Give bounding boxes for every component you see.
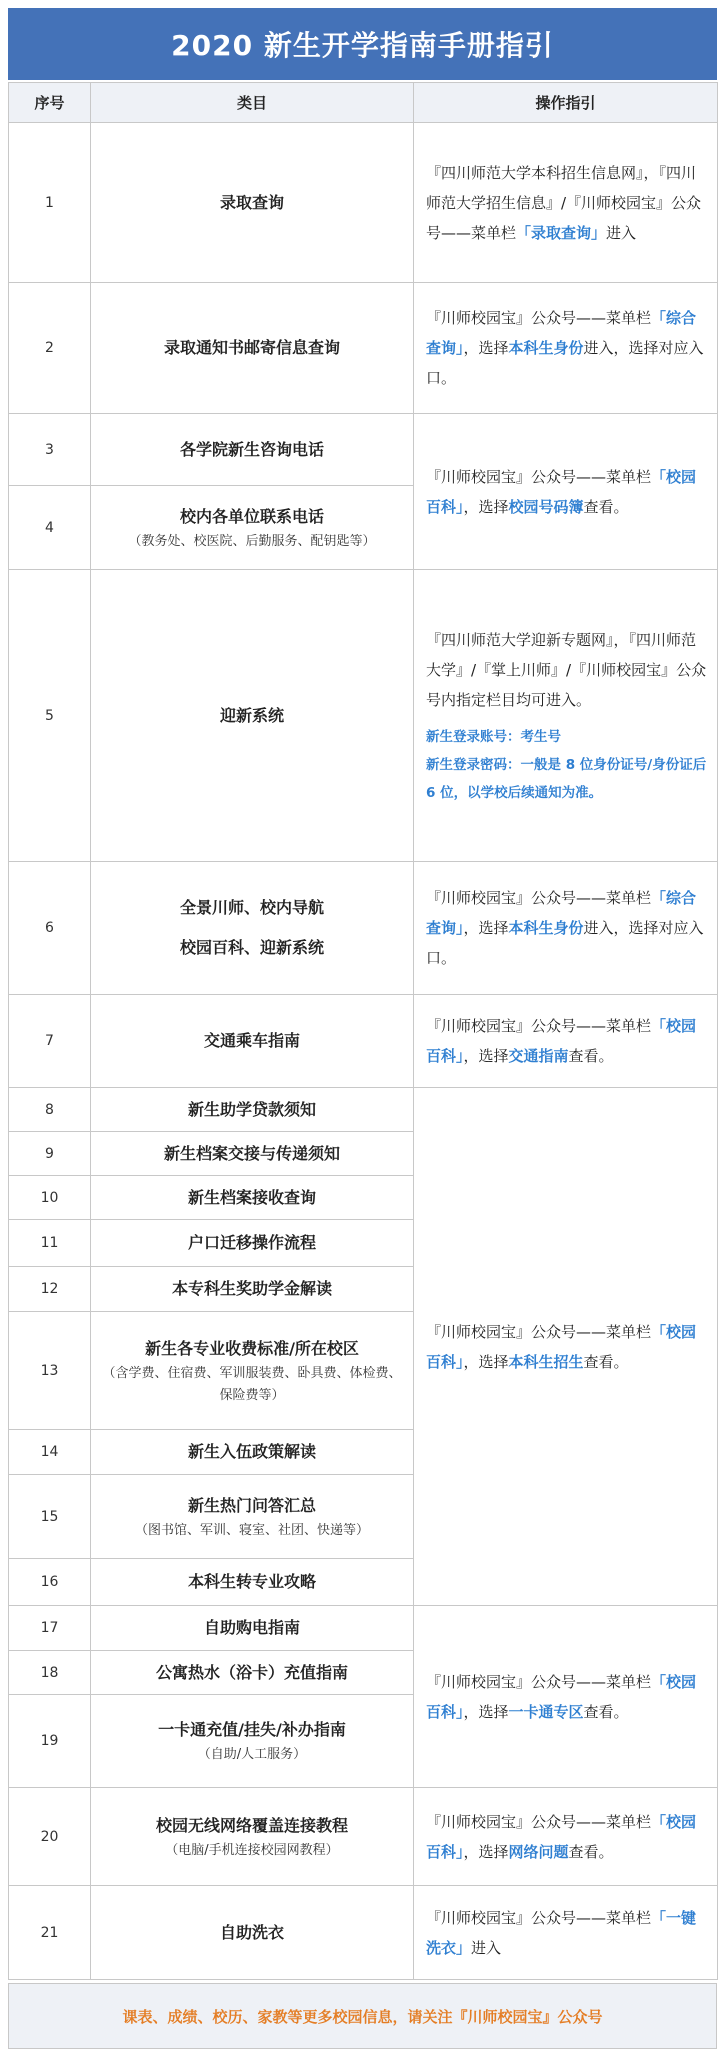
category-note: （图书馆、军训、寝室、社团、快递等） [134,1522,369,1538]
op-text: 进入，选择对应入口。 [426,919,704,967]
menu-link[interactable]: 「一键洗衣」 [426,1908,697,1957]
row-number: 13 [9,1312,91,1430]
category-note: （自助/人工服务） [197,1747,307,1762]
op-text: 查看。 [568,1842,614,1861]
op-text: ，选择 [463,1352,509,1371]
category-note: （含学费、住宿费、军训服装费、卧具费、体检费、保险费等） [102,1365,402,1403]
row-number: 19 [9,1695,91,1788]
op-text: 查看。 [583,497,629,516]
category-label: 新生档案接收查询 [187,1187,316,1207]
row-number: 7 [9,995,91,1088]
operation-guide [414,995,718,1088]
category-label: 新生助学贷款须知 [187,1099,316,1119]
op-text: 『川师校园宝』公众号——菜单栏 [426,1672,652,1691]
row-number: 17 [9,1606,91,1651]
op-text: ，选择 [463,339,509,357]
row-category [91,1132,414,1176]
option-link[interactable]: 校园号码簿 [508,497,584,516]
category-label: 新生各专业收费标准/所在校区 [145,1338,359,1358]
login-password: 新生登录密码：一般是 8 位身份证号/身份证后 6 位，以学校后续通知为准。 [426,756,707,801]
table-row [9,123,718,283]
option-link[interactable]: 网络问题 [508,1842,569,1861]
category-label: 校园百科、迎新系统 [179,938,324,957]
login-info [426,723,707,807]
category-label: 校园无线网络覆盖连接教程 [155,1815,348,1835]
table-row [9,1606,718,1651]
menu-link[interactable]: 「校园百科」 [426,1322,697,1371]
table-row [9,995,718,1088]
category-label: 本科生转专业攻略 [187,1572,316,1591]
category-label: 新生档案交接与传递须知 [163,1143,340,1163]
row-category [91,1088,414,1132]
operation-guide [414,283,718,414]
row-number: 15 [9,1475,91,1559]
menu-link[interactable]: 「校园百科」 [426,1672,697,1721]
row-number: 2 [9,283,91,414]
category-label: 自助购电指南 [203,1618,300,1637]
row-number: 14 [9,1430,91,1475]
row-number: 8 [9,1088,91,1132]
op-text: 『川师校园宝』公众号——菜单栏 [426,1017,652,1035]
row-number: 16 [9,1559,91,1606]
op-text: 『川师校园宝』公众号——菜单栏 [426,1322,652,1341]
row-category [91,1475,414,1559]
header-operation: 操作指引 [414,83,718,123]
row-category [91,570,414,862]
option-link[interactable]: 一卡通专区 [508,1702,584,1721]
row-category [91,1886,414,1980]
option-link[interactable]: 本科生招生 [508,1352,584,1371]
menu-link[interactable]: 「校园百科」 [426,1812,697,1861]
row-number: 5 [9,570,91,862]
row-category [91,1176,414,1220]
category-note: （教务处、校医院、后勤服务、配钥匙等） [128,533,376,549]
category-label: 全景川师、校内导航 [179,898,324,917]
table-row [9,1088,718,1132]
table-row [9,1886,718,1980]
table-row [9,570,718,862]
row-number: 6 [9,862,91,995]
header-row [9,83,718,123]
row-category [91,283,414,414]
menu-link[interactable]: 「录取查询」 [516,223,607,242]
table-row [9,414,718,486]
row-number: 1 [9,123,91,283]
category-label: 自助洗衣 [219,1922,284,1942]
operation-guide [414,1606,718,1788]
page-title: 2020 新生开学指南手册指引 [8,8,717,80]
op-text: ，选择 [463,1702,509,1721]
row-category [91,1606,414,1651]
operation-guide [414,862,718,995]
category-label: 公寓热水（浴卡）充值指南 [155,1662,348,1682]
row-category [91,862,414,995]
option-link[interactable]: 本科生身份 [508,919,584,937]
row-category [91,1559,414,1606]
table-row [9,862,718,995]
row-category [91,1695,414,1788]
op-text: 『川师校园宝』公众号——菜单栏 [426,467,652,486]
category-label: 各学院新生咨询电话 [179,439,324,459]
op-text: 查看。 [583,1702,629,1721]
op-text: 『四川师范大学迎新专题网』，『四川师范大学』/『掌上川师』/『川师校园宝』公众号内指定栏目均可进入。 [426,630,707,709]
option-link[interactable]: 交通指南 [508,1047,569,1065]
op-text: ，选择 [463,1047,509,1065]
row-category [91,1430,414,1475]
row-number: 4 [9,486,91,570]
row-category [91,123,414,283]
table-row [9,283,718,414]
row-number: 10 [9,1176,91,1220]
row-category [91,1267,414,1312]
menu-link[interactable]: 「综合查询」 [426,309,697,357]
category-label: 录取通知书邮寄信息查询 [163,338,340,357]
header-num: 序号 [9,83,91,123]
op-text: 『川师校园宝』公众号——菜单栏 [426,889,652,907]
row-number: 21 [9,1886,91,1980]
login-account: 新生登录账号：考生号 [426,728,561,745]
op-text: 查看。 [568,1047,614,1065]
category-label: 本专科生奖助学金解读 [171,1279,332,1298]
row-number: 3 [9,414,91,486]
row-category [91,1651,414,1695]
category-label: 交通乘车指南 [203,1031,300,1050]
category-label: 录取查询 [219,192,284,212]
table-row [9,1788,718,1886]
op-text: 进入 [471,1938,502,1957]
row-number: 12 [9,1267,91,1312]
operation-guide [414,414,718,570]
row-number: 11 [9,1220,91,1267]
row-number: 20 [9,1788,91,1886]
menu-link[interactable]: 「综合查询」 [426,889,697,937]
row-category [91,1312,414,1430]
op-text: ，选择 [463,497,509,516]
op-text: 『四川师范大学本科招生信息网』，『四川师范大学招生信息』/『川师校园宝』公众号——菜单栏 [426,163,702,242]
op-text: 『川师校园宝』公众号——菜单栏 [426,1908,652,1927]
op-text: 查看。 [583,1352,629,1371]
op-text: 『川师校园宝』公众号——菜单栏 [426,1812,652,1831]
category-label: 一卡通充值/挂失/补办指南 [158,1720,346,1739]
operation-guide [414,123,718,283]
menu-link[interactable]: 「校园百科」 [426,1017,697,1065]
operation-guide [414,570,718,862]
header-category: 类目 [91,83,414,123]
category-label: 户口迁移操作流程 [187,1233,316,1252]
operation-guide [414,1788,718,1886]
category-label: 新生入伍政策解读 [187,1442,316,1461]
row-category [91,995,414,1088]
row-number: 18 [9,1651,91,1695]
row-category [91,486,414,570]
category-label: 校内各单位联系电话 [179,506,324,526]
guide-table [8,82,718,1980]
option-link[interactable]: 本科生身份 [508,339,584,357]
category-label: 新生热门问答汇总 [187,1495,316,1515]
category-note: （电脑/手机连接校园网教程） [165,1842,339,1858]
operation-guide [414,1886,718,1980]
footer-notice: 课表、成绩、校历、家教等更多校园信息，请关注『川师校园宝』公众号 [8,1983,717,2049]
op-text: ，选择 [463,919,509,937]
row-category [91,1788,414,1886]
row-category [91,1220,414,1267]
op-text: 进入 [606,223,637,242]
row-number: 9 [9,1132,91,1176]
operation-guide [414,1088,718,1606]
menu-link[interactable]: 「校园百科」 [426,467,697,516]
op-text: 『川师校园宝』公众号——菜单栏 [426,309,652,327]
row-category [91,414,414,486]
category-label: 迎新系统 [219,705,284,725]
op-text: 进入，选择对应入口。 [426,339,704,387]
op-text: ，选择 [463,1842,509,1861]
